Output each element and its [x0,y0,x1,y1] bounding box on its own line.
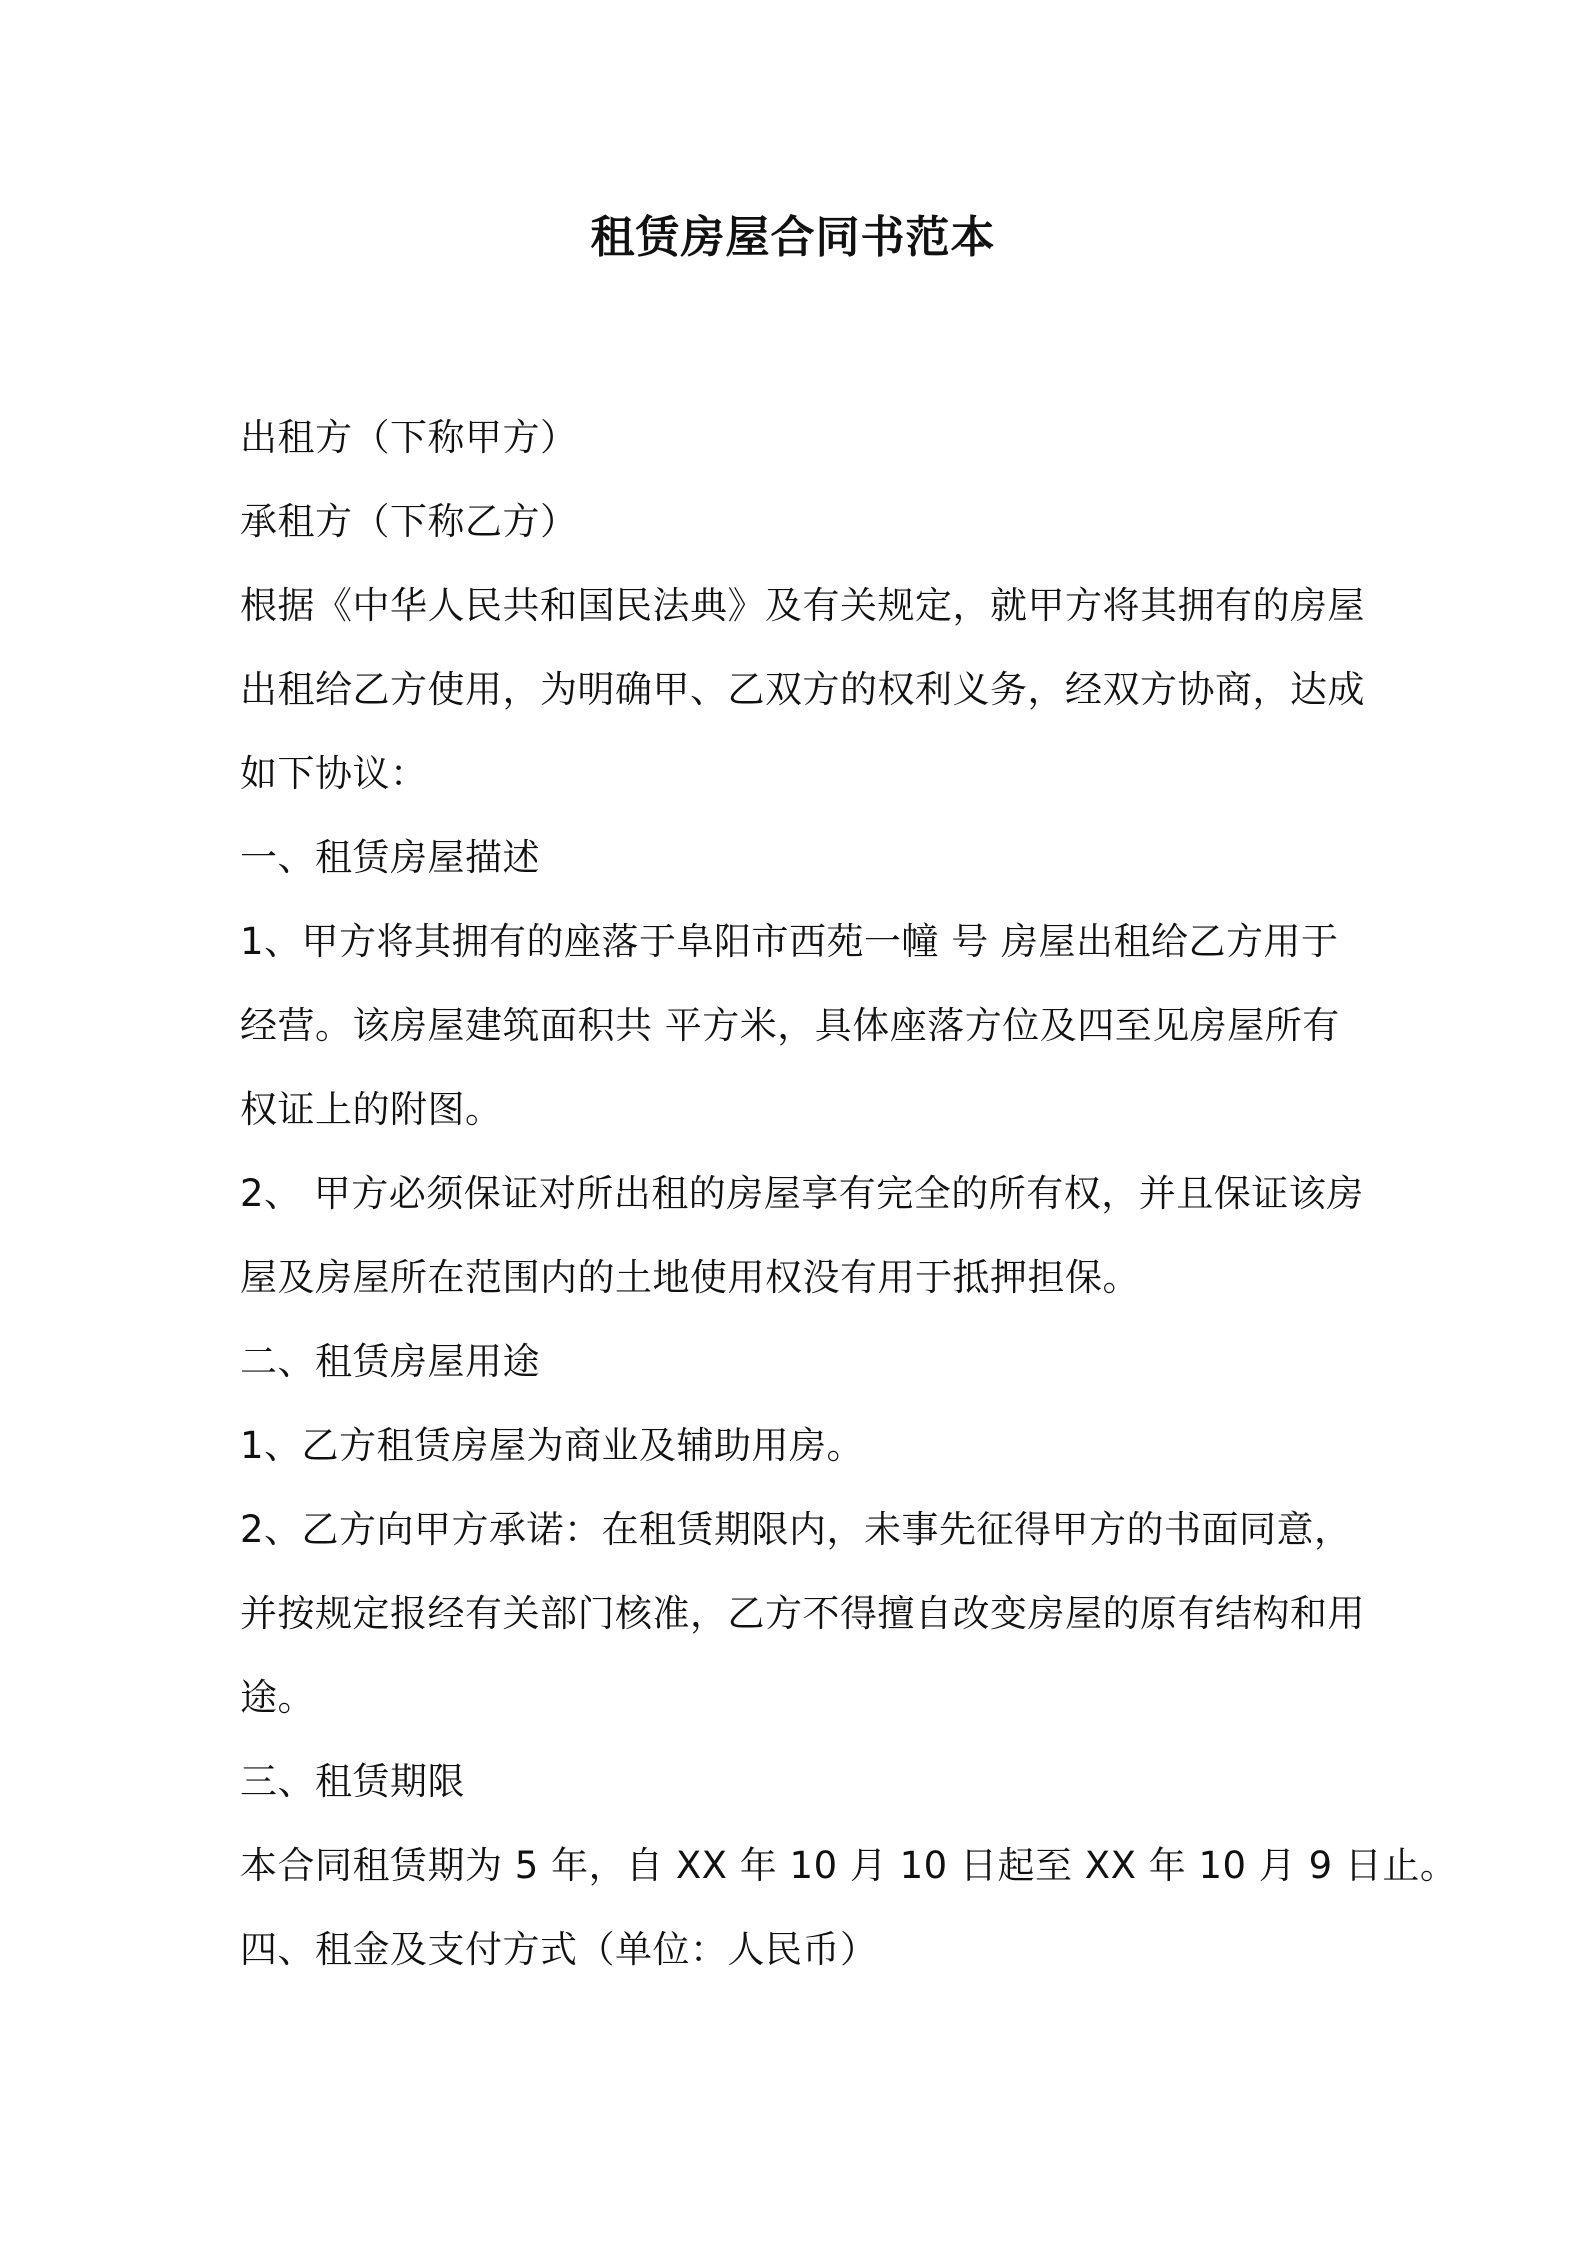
text-line: 2、乙方向甲方承诺：在租赁期限内，未事先征得甲方的书面同意， [240,1508,1352,1551]
text-line: 经营。该房屋建筑面积共 平方米，具体座落方位及四至见房屋所有 [240,1004,1340,1047]
text-line: 途。 [240,1676,315,1719]
text-line: 1、甲方将其拥有的座落于阜阳市西苑一幢 号 房屋出租给乙方用于 [240,920,1339,963]
text-line: 本合同租赁期为 5 年，自 XX 年 10 月 10 日起至 XX 年 10 月 9 日止。 [240,1844,1458,1887]
text-line: 权证上的附图。 [240,1088,503,1131]
text-line: 根据《中华人民共和国民法典》及有关规定，就甲方将其拥有的房屋 [240,584,1365,627]
text-line: 出租方（下称甲方） [240,416,578,459]
text-line: 并按规定报经有关部门核准，乙方不得擅自改变房屋的原有结构和用 [240,1592,1365,1635]
section-heading: 四、租金及支付方式（单位：人民币） [240,1928,878,1971]
text-line: 如下协议： [240,752,428,795]
text-line: 承租方（下称乙方） [240,500,578,543]
text-line: 1、乙方租赁房屋为商业及辅助用房。 [240,1424,865,1467]
document-title: 租赁房屋合同书范本 [590,212,996,263]
section-heading: 一、租赁房屋描述 [240,836,540,879]
text-line: 出租给乙方使用，为明确甲、乙双方的权利义务，经双方协商，达成 [240,668,1365,711]
text-line: 屋及房屋所在范围内的土地使用权没有用于抵押担保。 [240,1256,1140,1299]
section-heading: 二、租赁房屋用途 [240,1340,540,1383]
text-line: 2、 甲方必须保证对所出租的房屋享有完全的所有权，并且保证该房 [240,1172,1364,1215]
section-heading: 三、租赁期限 [240,1760,465,1803]
